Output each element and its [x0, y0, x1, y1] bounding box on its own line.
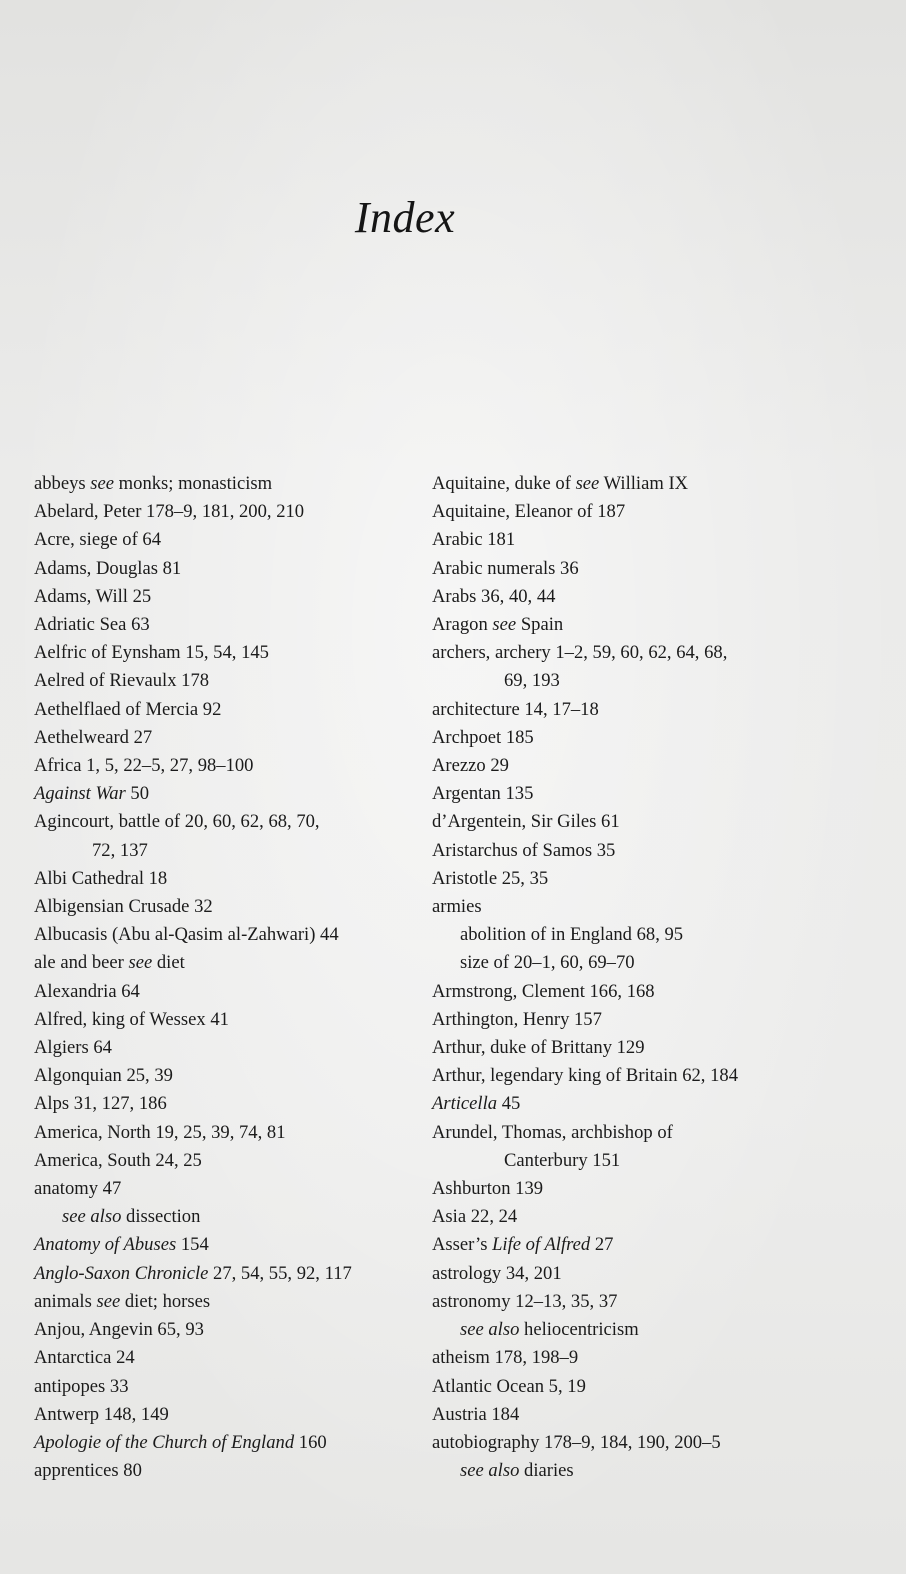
index-entry [432, 1231, 738, 1259]
index-subentry [432, 1457, 738, 1485]
index-entry [432, 611, 738, 639]
index-entry [432, 1090, 738, 1118]
index-entry-text: Atlantic Ocean 5, 19 [432, 1375, 586, 1397]
index-entry [432, 555, 738, 583]
index-entry-text: 27, 54, 55, 92, 117 [208, 1262, 352, 1284]
index-entry-text: Anjou, Angevin 65, 93 [34, 1319, 204, 1341]
index-entry-text: Archpoet 185 [432, 726, 534, 748]
index-entry [34, 1429, 352, 1457]
index-entry-text: Aristotle 25, 35 [432, 867, 549, 889]
index-entry [34, 667, 352, 695]
index-entry-text: Asia 22, 24 [432, 1206, 518, 1228]
index-entry [432, 1034, 738, 1062]
index-entry-text: architecture 14, 17–18 [432, 698, 599, 720]
index-entry [432, 1260, 738, 1288]
index-entry-text: Aelfric of Eynsham 15, 54, 145 [34, 642, 269, 664]
index-entry-text: 27 [590, 1234, 614, 1256]
index-entry-text: 50 [125, 783, 150, 805]
index-entry-text: America, North 19, 25, 39, 74, 81 [34, 1121, 286, 1143]
index-entry-text: antipopes 33 [34, 1375, 129, 1397]
index-entry [34, 893, 352, 921]
index-entry-italic-text: Against War [34, 783, 126, 805]
index-entry [34, 639, 352, 667]
index-entry-italic-text: see also [62, 1206, 122, 1228]
index-entry-text: Arezzo 29 [432, 755, 509, 777]
index-entry-text: Spain [516, 614, 564, 636]
index-entry [34, 808, 352, 836]
page-title: Index [354, 193, 456, 242]
index-entry-text: dissection [121, 1206, 201, 1228]
index-entry-text: Arthur, duke of Brittany 129 [432, 1037, 645, 1059]
index-entry-text: astrology 34, 201 [432, 1262, 562, 1284]
index-entry-text: Arthur, legendary king of Britain 62, 184 [432, 1065, 738, 1087]
index-entry-text: Aristarchus of Samos 35 [432, 839, 616, 861]
index-entry [34, 526, 352, 554]
index-entry [432, 498, 738, 526]
index-entry [432, 1401, 738, 1429]
index-entry [34, 1373, 352, 1401]
index-entry-text: Africa 1, 5, 22–5, 27, 98–100 [34, 755, 254, 777]
index-entry-text: Albigensian Crusade 32 [34, 896, 213, 918]
index-entry [432, 1288, 738, 1316]
index-entry [34, 1006, 352, 1034]
index-entry-italic-text: see also [460, 1319, 520, 1341]
index-entry [34, 1175, 352, 1203]
index-entry [34, 752, 352, 780]
index-entry [432, 1429, 738, 1457]
index-entry [432, 865, 738, 893]
index-entry-text: 160 [294, 1431, 327, 1453]
index-entry [432, 696, 738, 724]
index-subentry [432, 921, 738, 949]
index-entry [34, 696, 352, 724]
index-entry-italic-text: see [96, 1290, 121, 1312]
index-entry-text: Aragon [432, 614, 493, 636]
index-entry-text: 72, 137 [92, 839, 148, 861]
index-column-left [34, 470, 352, 1485]
index-entry [432, 808, 738, 836]
index-entry [34, 1457, 352, 1485]
index-entry-text: 69, 193 [504, 670, 560, 692]
index-entry [34, 1288, 352, 1316]
index-entry-italic-text: see [492, 614, 517, 636]
index-entry-text: Alfred, king of Wessex 41 [34, 1008, 229, 1030]
index-entry-text: Asser’s [432, 1234, 493, 1256]
index-entry [34, 780, 352, 808]
index-entry-text: size of 20–1, 60, 69–70 [460, 952, 635, 974]
index-entry [432, 780, 738, 808]
index-entry [34, 865, 352, 893]
index-entry [34, 1119, 352, 1147]
index-entry-text: diaries [519, 1460, 574, 1482]
index-entry-text: Arabs 36, 40, 44 [432, 585, 556, 607]
index-entry [34, 1062, 352, 1090]
index-entry-text: atheism 178, 198–9 [432, 1347, 579, 1369]
index-entry [432, 470, 738, 498]
index-entry-text: Argentan 135 [432, 783, 534, 805]
index-entry-text: Aquitaine, duke of [432, 473, 576, 494]
index-entry-text: Algonquian 25, 39 [34, 1065, 173, 1087]
index-entry-text: animals [34, 1290, 97, 1312]
index-entry-continuation [34, 837, 352, 865]
index-subentry [34, 1203, 352, 1231]
index-entry [34, 949, 352, 977]
index-entry [34, 498, 352, 526]
index-entry-text: Aethelflaed of Mercia 92 [34, 698, 222, 720]
index-entry-text: Adriatic Sea 63 [34, 614, 150, 636]
index-entry [432, 1203, 738, 1231]
index-entry-text: Adams, Douglas 81 [34, 557, 182, 579]
index-entry-continuation [432, 1147, 738, 1175]
index-subentry [432, 1316, 738, 1344]
index-entry-italic-text: see also [460, 1460, 520, 1482]
index-subentry [432, 949, 738, 977]
index-entry [34, 1316, 352, 1344]
index-entry-italic-text: see [90, 473, 115, 494]
index-entry-text: 154 [176, 1234, 209, 1256]
index-entry-text: 45 [497, 1093, 521, 1115]
index-entry [34, 583, 352, 611]
index-entry-italic-text: Life of Alfred [492, 1234, 591, 1256]
index-entry [34, 921, 352, 949]
index-entry-text: diet [152, 952, 185, 974]
index-entry [34, 724, 352, 752]
index-entry-text: Ashburton 139 [432, 1178, 544, 1200]
index-entry-text: Austria 184 [432, 1403, 520, 1425]
index-entry-text: abbeys [34, 473, 91, 494]
index-entry-text: William IX [599, 473, 689, 494]
index-entry-text: Antwerp 148, 149 [34, 1403, 169, 1425]
index-entry-italic-text: see [128, 952, 153, 974]
index-entry-text: Arundel, Thomas, archbishop of [432, 1121, 673, 1143]
index-entry-italic-text: Articella [432, 1093, 498, 1115]
index-entry-text: autobiography 178–9, 184, 190, 200–5 [432, 1431, 721, 1453]
index-entry-text: d’Argentein, Sir Giles 61 [432, 811, 620, 833]
index-entry [432, 1373, 738, 1401]
index-entry [432, 1175, 738, 1203]
index-entry-text: America, South 24, 25 [34, 1149, 202, 1171]
index-entry-text: Arthington, Henry 157 [432, 1008, 602, 1030]
index-entry [432, 752, 738, 780]
index-entry [432, 893, 738, 921]
index-entry-text: Abelard, Peter 178–9, 181, 200, 210 [34, 501, 305, 523]
index-entry [432, 724, 738, 752]
index-entry-text: Alexandria 64 [34, 980, 140, 1002]
index-entry-italic-text: Apologie of the Church of England [34, 1431, 295, 1453]
index-entry [432, 1119, 738, 1147]
index-column-right [432, 470, 738, 1485]
index-entry-text: astronomy 12–13, 35, 37 [432, 1290, 618, 1312]
index-entry-text: abolition of in England 68, 95 [460, 924, 684, 946]
index-entry-text: Aethelweard 27 [34, 726, 153, 748]
index-entry-continuation [432, 667, 738, 695]
index-entry-text: monks; monasticism [114, 473, 273, 494]
index-entry [34, 470, 352, 498]
index-entry-italic-text: Anatomy of Abuses [34, 1234, 177, 1256]
index-entry-text: Aelred of Rievaulx 178 [34, 670, 210, 692]
index-entry [34, 1260, 352, 1288]
index-entry [432, 837, 738, 865]
index-entry [432, 639, 738, 667]
index-entry-text: heliocentricism [519, 1319, 639, 1341]
index-entry-text: Aquitaine, Eleanor of 187 [432, 501, 626, 523]
index-entry [34, 978, 352, 1006]
index-entry-text: Adams, Will 25 [34, 585, 152, 607]
index-entry [34, 1344, 352, 1372]
index-entry [34, 1090, 352, 1118]
index-entry-italic-text: Anglo-Saxon Chronicle [34, 1262, 209, 1284]
index-entry [34, 555, 352, 583]
index-entry-text: diet; horses [120, 1290, 211, 1312]
index-entry [432, 526, 738, 554]
index-entry [432, 978, 738, 1006]
index-entry-text: apprentices 80 [34, 1460, 142, 1482]
index-entry-text: armies [432, 896, 482, 918]
index-entry-text: archers, archery 1–2, 59, 60, 62, 64, 68, [432, 642, 728, 664]
index-entry-text: Arabic 181 [432, 529, 516, 551]
index-entry [432, 1006, 738, 1034]
index-entry [34, 1401, 352, 1429]
index-entry-text: Canterbury 151 [504, 1149, 621, 1171]
index-entry [432, 1344, 738, 1372]
index-entry-text: Arabic numerals 36 [432, 557, 579, 579]
index-entry-text: ale and beer [34, 952, 129, 974]
index-entry [34, 1147, 352, 1175]
index-entry-text: Agincourt, battle of 20, 60, 62, 68, 70, [34, 811, 320, 833]
index-entry-text: anatomy 47 [34, 1178, 122, 1200]
index-entry-text: Antarctica 24 [34, 1347, 135, 1369]
index-entry-text: Acre, siege of 64 [34, 529, 162, 551]
index-entry-italic-text: see [575, 473, 600, 494]
index-entry-text: Algiers 64 [34, 1037, 112, 1059]
index-entry [432, 583, 738, 611]
index-entry-text: Alps 31, 127, 186 [34, 1093, 167, 1115]
index-entry [34, 1034, 352, 1062]
index-entry [34, 1231, 352, 1259]
index-entry-text: Armstrong, Clement 166, 168 [432, 980, 655, 1002]
index-entry-text: Albi Cathedral 18 [34, 867, 168, 889]
index-entry [432, 1062, 738, 1090]
index-entry-text: Albucasis (Abu al-Qasim al-Zahwari) 44 [34, 924, 339, 946]
index-entry [34, 611, 352, 639]
